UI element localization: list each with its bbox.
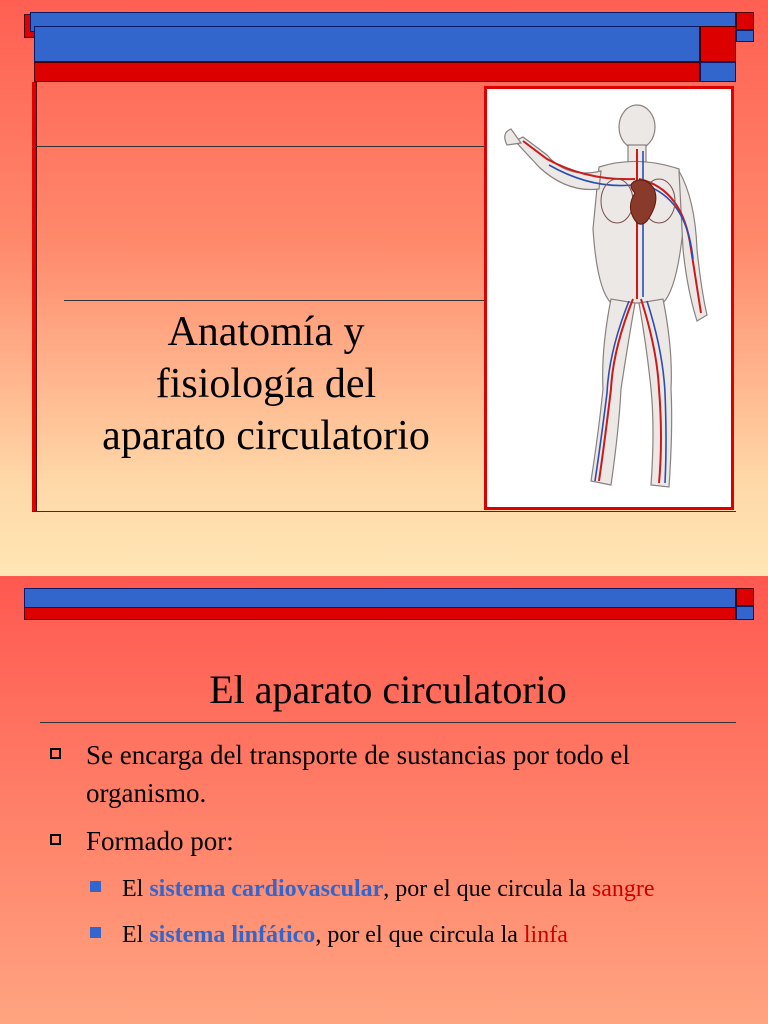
header-red-bar	[34, 62, 700, 82]
sub-bullet-red-word: sangre	[591, 876, 655, 902]
sub-bullet-middle: , por el que circula la	[383, 876, 592, 902]
bullet-text: Formado por:	[86, 826, 234, 856]
content-title-underline	[40, 722, 736, 723]
bullet-list	[40, 736, 740, 962]
filled-square-bullet-icon	[90, 881, 101, 892]
corner-blue-square	[736, 30, 754, 42]
sub-bullet-prefix: El	[122, 876, 150, 902]
upper-divider	[36, 146, 484, 147]
sub-bullet-prefix: El	[122, 922, 150, 948]
hollow-square-bullet-icon	[50, 748, 61, 759]
content-title: El aparato circulatorio	[209, 667, 567, 712]
title-line-2: fisiología del	[155, 361, 377, 407]
sub-bullet-highlight: sistema linfático	[149, 922, 316, 948]
corner-red-square	[736, 588, 754, 606]
sub-bullet-item	[40, 870, 740, 908]
sub-bullet-red-word: linfa	[523, 922, 568, 948]
slide-title	[40, 306, 492, 462]
top-blue-bar	[24, 588, 736, 608]
corner-blue-square	[736, 606, 754, 620]
bullet-item	[40, 736, 740, 812]
title-divider	[64, 300, 484, 301]
sub-bullet-middle: , por el que circula la	[315, 922, 524, 948]
circulatory-system-figure	[484, 86, 734, 510]
filled-square-bullet-icon	[90, 927, 101, 938]
corner-red-square	[736, 12, 754, 30]
slide-gap	[0, 548, 768, 576]
sub-bullet-item	[40, 916, 740, 954]
title-line-1: Anatomía y	[167, 309, 365, 355]
header-blue-bar	[34, 26, 700, 62]
sub-bullet-highlight: sistema cardiovascular	[149, 876, 384, 902]
header-blue-square	[700, 62, 736, 82]
bullet-text: Se encarga del transporte de sustancias por todo el organismo.	[86, 740, 630, 808]
bullet-item	[40, 822, 740, 860]
header-red-square	[700, 26, 736, 62]
title-line-3: aparato circulatorio	[102, 413, 430, 459]
human-figure-illustration	[487, 89, 731, 507]
hollow-square-bullet-icon	[50, 834, 61, 845]
